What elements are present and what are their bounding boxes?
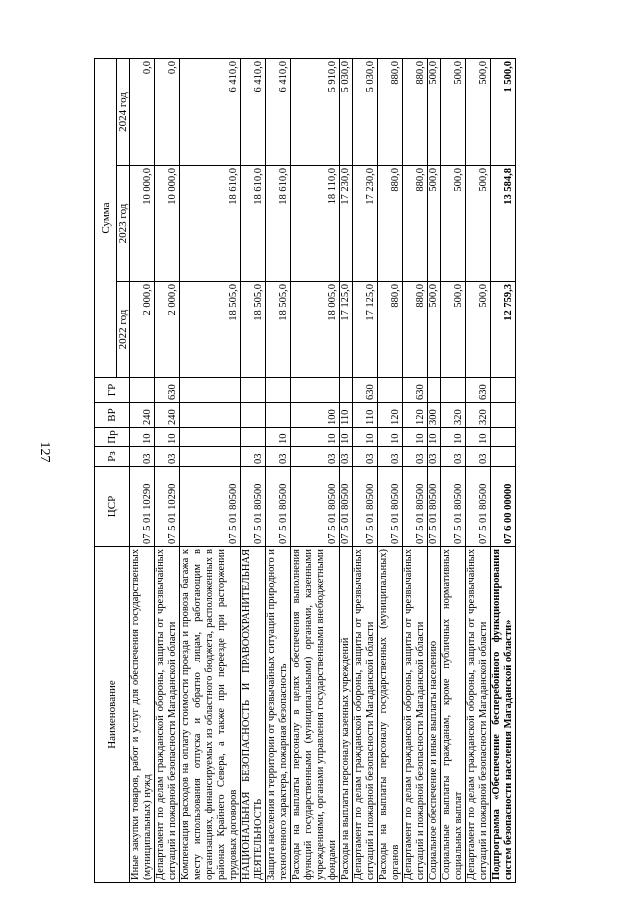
cell-name: Социальное обеспечение и иные выплаты населению	[428, 547, 441, 883]
cell-v2024: 1 500,0	[491, 58, 516, 165]
cell-pr	[180, 428, 241, 447]
cell-vr: 240	[130, 403, 155, 428]
cell-gr	[378, 378, 403, 403]
cell-csr: 07 5 01 80500	[441, 467, 466, 547]
cell-gr: 630	[466, 378, 491, 403]
header-pr: Пр	[95, 428, 130, 447]
cell-v2023: 880,0	[403, 166, 428, 282]
cell-gr	[266, 378, 291, 403]
cell-v2022: 18 005,0	[291, 282, 340, 378]
cell-v2022: 17 125,0	[353, 282, 378, 378]
cell-pr: 10	[428, 428, 441, 447]
cell-pr: 10	[466, 428, 491, 447]
cell-vr: 100	[291, 403, 340, 428]
cell-v2024: 5 030,0	[353, 58, 378, 165]
cell-rz	[180, 447, 241, 467]
cell-pr	[241, 428, 266, 447]
cell-csr: 07 5 01 80500	[266, 467, 291, 547]
cell-v2023: 880,0	[378, 166, 403, 282]
cell-csr: 07 5 01 10290	[155, 467, 180, 547]
cell-v2023: 17 230,0	[340, 166, 353, 282]
header-csr: ЦСР	[95, 467, 130, 547]
cell-rz: 03	[466, 447, 491, 467]
cell-vr: 120	[403, 403, 428, 428]
cell-pr: 10	[403, 428, 428, 447]
header-vr: ВР	[95, 403, 130, 428]
cell-name: Защита населения и территории от чрезвычайных ситуаций природного и техногенного характера, пожарная безопасность	[266, 547, 291, 883]
header-2024: 2024 год	[117, 58, 130, 165]
cell-v2024: 5 910,0	[291, 58, 340, 165]
cell-name: Расходы на выплаты персоналу в целях обеспечения выполнения функций государственными (муниципальными) органами, казенными учреждениями, органами управления государственными внебюджетными фондами	[291, 547, 340, 883]
cell-v2023: 18 610,0	[180, 166, 241, 282]
header-2022: 2022 год	[117, 282, 130, 378]
cell-pr: 10	[291, 428, 340, 447]
cell-csr: 07 5 01 80500	[466, 467, 491, 547]
cell-rz: 03	[266, 447, 291, 467]
cell-rz: 03	[130, 447, 155, 467]
page-number: 127	[37, 441, 52, 463]
cell-name: Подпрограмма «Обеспечение бесперебойного функционирования систем безопасности населения Магаданской области»	[491, 547, 516, 883]
cell-vr: 120	[378, 403, 403, 428]
cell-csr: 07 5 01 10290	[130, 467, 155, 547]
table-row	[241, 58, 266, 882]
cell-vr	[180, 403, 241, 428]
cell-rz: 03	[340, 447, 353, 467]
table-row	[441, 58, 466, 882]
cell-vr: 320	[466, 403, 491, 428]
cell-gr	[428, 378, 441, 403]
budget-table	[94, 58, 516, 883]
cell-csr: 07 5 01 80500	[180, 467, 241, 547]
cell-gr	[340, 378, 353, 403]
header-name: Наименование	[95, 547, 130, 883]
cell-gr	[491, 378, 516, 403]
cell-rz: 03	[353, 447, 378, 467]
cell-pr: 10	[353, 428, 378, 447]
cell-pr	[491, 428, 516, 447]
cell-v2022: 880,0	[378, 282, 403, 378]
budget-table-rotated	[94, 59, 595, 883]
table-row	[378, 58, 403, 882]
cell-csr: 07 5 01 80500	[340, 467, 353, 547]
cell-v2022: 500,0	[441, 282, 466, 378]
table-row	[428, 58, 441, 882]
cell-v2022: 18 505,0	[180, 282, 241, 378]
cell-pr: 10	[441, 428, 466, 447]
cell-gr	[130, 378, 155, 403]
cell-v2022: 17 125,0	[340, 282, 353, 378]
cell-csr: 07 5 01 80500	[241, 467, 266, 547]
cell-v2023: 13 584,8	[491, 166, 516, 282]
cell-vr: 240	[155, 403, 180, 428]
table-row	[266, 58, 291, 882]
cell-name: НАЦИОНАЛЬНАЯ БЕЗОПАСНОСТЬ И ПРАВООХРАНИТЕЛЬНАЯ ДЕЯТЕЛЬНОСТЬ	[241, 547, 266, 883]
cell-csr: 07 6 00 00000	[491, 467, 516, 547]
cell-vr: 110	[353, 403, 378, 428]
cell-v2023: 18 610,0	[241, 166, 266, 282]
cell-name: Департамент по делам гражданской обороны, защиты от чрезвычайных ситуаций и пожарной безопасности Магаданской области	[466, 547, 491, 883]
cell-rz: 03	[428, 447, 441, 467]
cell-vr	[491, 403, 516, 428]
cell-v2024: 500,0	[428, 58, 441, 165]
cell-csr: 07 5 01 80500	[353, 467, 378, 547]
cell-v2023: 10 000,0	[130, 166, 155, 282]
cell-name: Департамент по делам гражданской обороны, защиты от чрезвычайных ситуаций и пожарной безопасности Магаданской области	[155, 547, 180, 883]
cell-v2023: 18 610,0	[266, 166, 291, 282]
cell-v2022: 500,0	[428, 282, 441, 378]
cell-v2022: 18 505,0	[241, 282, 266, 378]
table-row	[291, 58, 340, 882]
cell-v2024: 880,0	[378, 58, 403, 165]
cell-v2022: 880,0	[403, 282, 428, 378]
cell-v2022: 12 759,3	[491, 282, 516, 378]
cell-name: Иные закупки товаров, работ и услуг для обеспечения государственных (муниципальных) нужд	[130, 547, 155, 883]
cell-v2024: 500,0	[441, 58, 466, 165]
cell-name: Департамент по делам гражданской обороны, защиты от чрезвычайных ситуаций и пожарной безопасности Магаданской области	[403, 547, 428, 883]
cell-v2023: 500,0	[466, 166, 491, 282]
cell-rz: 03	[441, 447, 466, 467]
table-row	[466, 58, 491, 882]
cell-name: Расходы на выплаты персоналу казенных учреждений	[340, 547, 353, 883]
cell-v2024: 6 410,0	[266, 58, 291, 165]
cell-pr: 10	[155, 428, 180, 447]
cell-rz: 03	[291, 447, 340, 467]
cell-v2024: 6 410,0	[180, 58, 241, 165]
cell-pr: 10	[340, 428, 353, 447]
cell-rz	[491, 447, 516, 467]
cell-vr: 300	[428, 403, 441, 428]
cell-v2024: 6 410,0	[241, 58, 266, 165]
cell-rz: 03	[155, 447, 180, 467]
cell-csr: 07 5 01 80500	[378, 467, 403, 547]
cell-v2024: 500,0	[466, 58, 491, 165]
cell-gr: 630	[403, 378, 428, 403]
cell-gr	[441, 378, 466, 403]
table-row	[340, 58, 353, 882]
cell-pr: 10	[378, 428, 403, 447]
table-row	[403, 58, 428, 882]
table-row	[130, 58, 155, 882]
cell-v2023: 500,0	[441, 166, 466, 282]
header-rz: Рз	[95, 447, 130, 467]
cell-name: Департамент по делам гражданской обороны, защиты от чрезвычайных ситуаций и пожарной безопасности Магаданской области	[353, 547, 378, 883]
cell-vr: 110	[340, 403, 353, 428]
cell-rz: 03	[241, 447, 266, 467]
header-sum: Сумма	[95, 58, 117, 377]
cell-vr	[241, 403, 266, 428]
cell-v2022: 2 000,0	[130, 282, 155, 378]
cell-v2024: 0,0	[155, 58, 180, 165]
cell-v2023: 500,0	[428, 166, 441, 282]
cell-v2024: 0,0	[130, 58, 155, 165]
cell-v2023: 17 230,0	[353, 166, 378, 282]
cell-vr	[266, 403, 291, 428]
cell-v2022: 2 000,0	[155, 282, 180, 378]
cell-name: Социальные выплаты гражданам, кроме публичных нормативных социальных выплат	[441, 547, 466, 883]
table-row	[491, 58, 516, 882]
cell-v2022: 500,0	[466, 282, 491, 378]
table-body	[130, 58, 516, 882]
cell-name: Расходы на выплаты персоналу государственных (муниципальных) органов	[378, 547, 403, 883]
table-row	[155, 58, 180, 882]
cell-csr: 07 5 01 80500	[291, 467, 340, 547]
header-2023: 2023 год	[117, 166, 130, 282]
table-row	[180, 58, 241, 882]
cell-gr	[180, 378, 241, 403]
cell-csr: 07 5 01 80500	[403, 467, 428, 547]
cell-v2024: 880,0	[403, 58, 428, 165]
cell-rz: 03	[378, 447, 403, 467]
table-row	[353, 58, 378, 882]
cell-csr: 07 5 01 80500	[428, 467, 441, 547]
cell-gr	[291, 378, 340, 403]
cell-gr: 630	[155, 378, 180, 403]
header-gr: ГР	[95, 378, 130, 403]
cell-gr: 630	[353, 378, 378, 403]
cell-v2022: 18 505,0	[266, 282, 291, 378]
cell-gr	[241, 378, 266, 403]
cell-rz: 03	[403, 447, 428, 467]
cell-pr: 10	[130, 428, 155, 447]
cell-pr: 10	[266, 428, 291, 447]
cell-vr: 320	[441, 403, 466, 428]
cell-name: Компенсация расходов на оплату стоимости проезда и провоза багажа к месту использования отпуска и обратно лицам, работающим в организациях, финансируемых из областного бюджета, расположенных в районах Крайнего Севера, а также при переезде при расторжении трудовых договоров	[180, 547, 241, 883]
cell-v2023: 10 000,0	[155, 166, 180, 282]
cell-v2024: 5 030,0	[340, 58, 353, 165]
cell-v2023: 18 110,0	[291, 166, 340, 282]
